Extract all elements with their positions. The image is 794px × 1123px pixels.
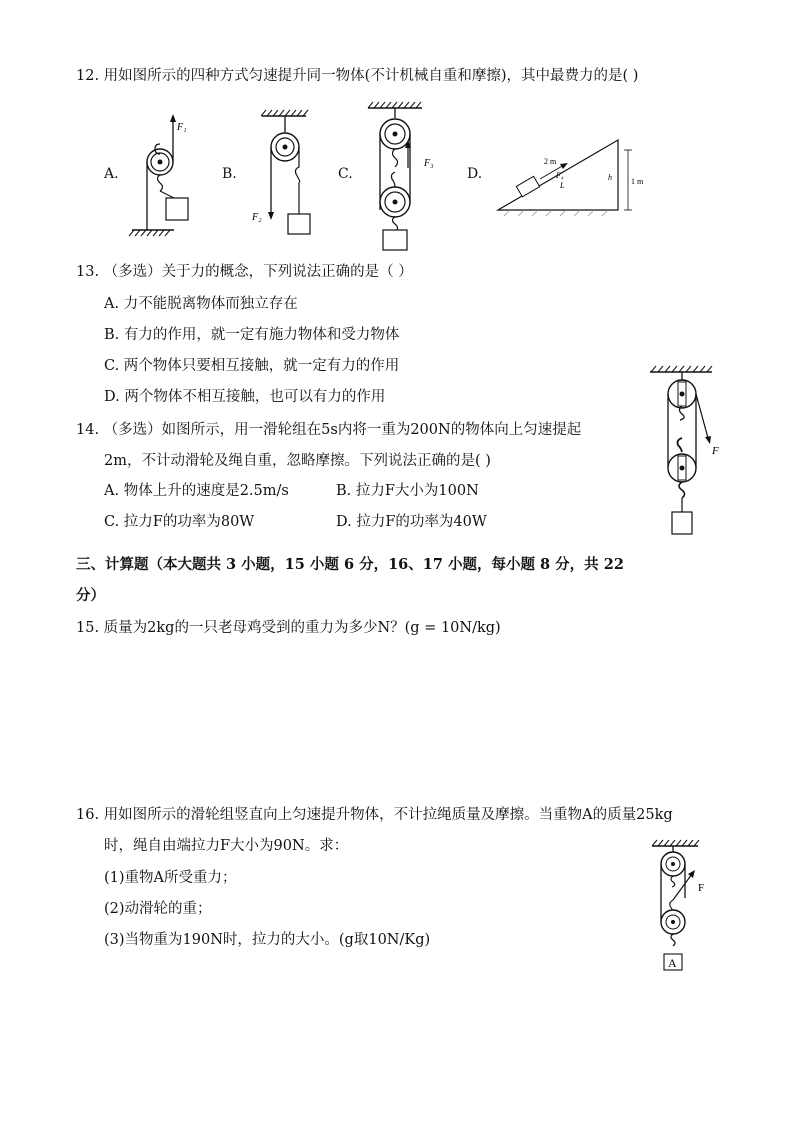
q12-fig-d-L: L (560, 181, 565, 190)
q13-option-d: D. 两个物体不相互接触，也可以有力的作用 (104, 389, 386, 405)
q13-option-a: A. 力不能脱离物体而独立存在 (104, 296, 298, 312)
section3-heading-line1: 三、计算题（本大题共 3 小题，15 小题 6 分，16、17 小题，每小题 8 分，共 22 (76, 556, 624, 573)
q12-option-b: B. (222, 166, 237, 182)
q12-fig-d-force: F₄ (556, 171, 564, 180)
q16-sub3: (3)当物重为190N时，拉力的大小。(g取10N/Kg) (104, 932, 431, 948)
q15-stem: 15. 质量为2kg的一只老母鸡受到的重力为多少N？(g = 10N/kg) (76, 620, 501, 636)
q12-fig-d-slope: 2 m (544, 157, 557, 166)
q14-option-a: A. 物体上升的速度是2.5m/s (104, 483, 289, 499)
q14-option-b: B. 拉力F大小为100N (336, 483, 479, 499)
q16-sub2: (2)动滑轮的重； (104, 901, 212, 917)
q16-sub1: (1)重物A所受重力； (104, 870, 237, 886)
q12-fig-d-height: 1 m (631, 177, 644, 186)
q16-stem-line1: 16. 用如图所示的滑轮组竖直向上匀速提升物体，不计拉绳质量及摩擦。当重物A的质量25kg (76, 807, 673, 823)
q13-stem: 13. （多选）关于力的概念，下列说法正确的是（ ） (76, 264, 413, 280)
section3-heading-line2: 分） (76, 587, 105, 604)
q14-fig-force: F (712, 445, 719, 457)
q12-figure-d (490, 132, 650, 222)
q12-fig-c-force: F₃ (424, 158, 434, 169)
q12-figure-a (128, 100, 208, 240)
q14-figure (648, 362, 738, 542)
q13-option-b: B. 有力的作用，就一定有施力物体和受力物体 (104, 327, 400, 343)
q16-stem-line2: 时，绳自由端拉力F大小为90N。求： (104, 838, 349, 854)
q12-option-d: D. (467, 166, 483, 182)
q14-option-c: C. 拉力F的功率为80W (104, 514, 255, 530)
q14-stem-line1: 14. （多选）如图所示，用一滑轮组在5s内将一重为200N的物体向上匀速提起 (76, 422, 582, 438)
q12-figure-c (364, 96, 454, 256)
q12-figure-b (252, 104, 328, 244)
q13-option-c: C. 两个物体只要相互接触，就一定有力的作用 (104, 358, 400, 374)
q16-figure (648, 836, 728, 976)
q12-option-c: C. (338, 166, 353, 182)
q16-fig-force: F (698, 882, 705, 894)
q14-option-d: D. 拉力F的功率为40W (336, 514, 487, 530)
q16-fig-block: A (668, 956, 677, 970)
q12-fig-d-h: h (608, 173, 612, 182)
q14-stem-line2: 2m，不计动滑轮及绳自重，忽略摩擦。下列说法正确的是( ) (104, 453, 491, 469)
q12-fig-a-force: F₁ (177, 122, 187, 133)
q12-option-a: A. (104, 166, 119, 182)
q12-stem: 12. 用如图所示的四种方式匀速提升同一物体(不计机械自重和摩擦)，其中最费力的是( ) (76, 68, 639, 84)
q12-fig-b-force: F₂ (252, 212, 262, 223)
